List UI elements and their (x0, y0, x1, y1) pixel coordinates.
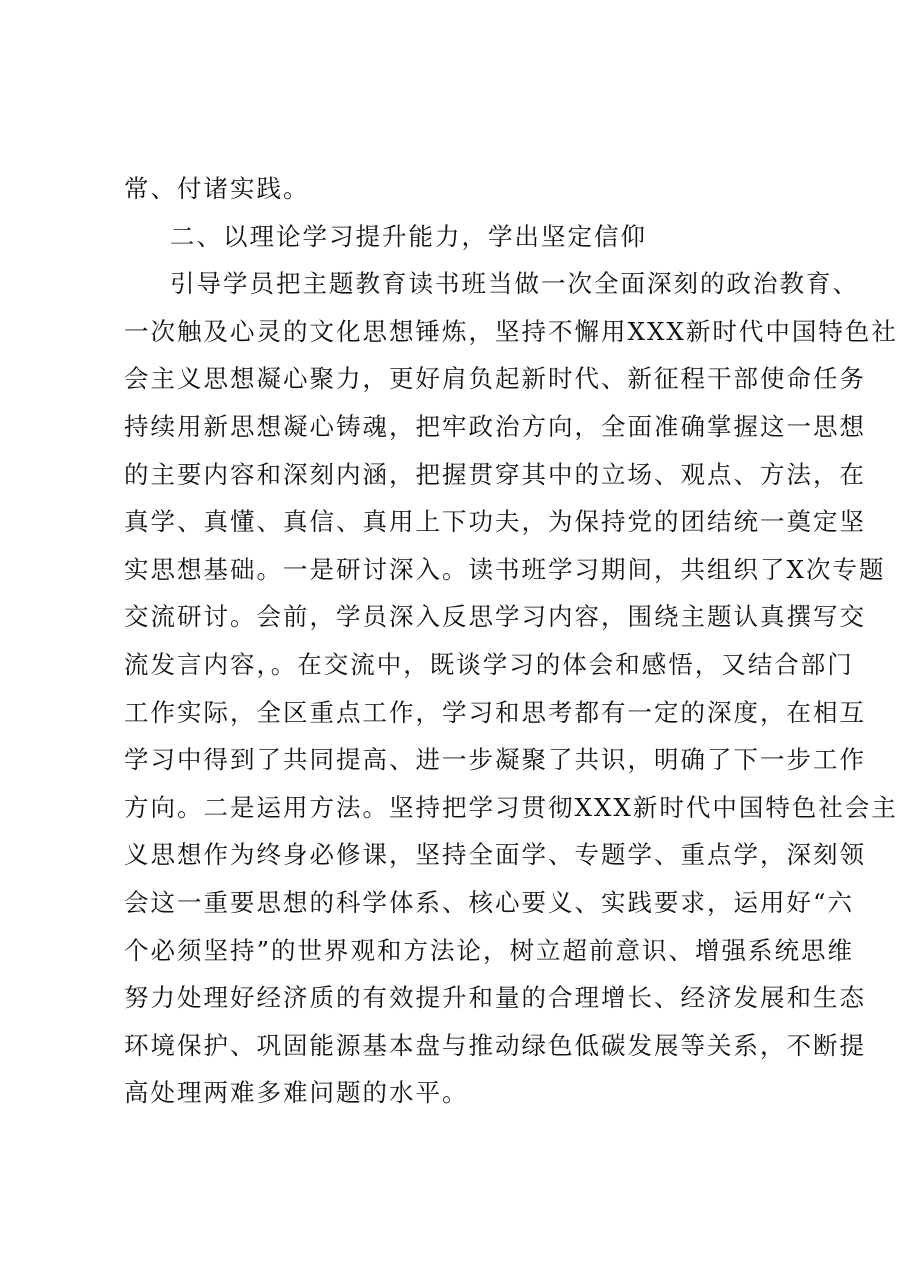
section-heading: 二、以理论学习提升能力，学出坚定信仰 (170, 221, 647, 251)
text-line: 个必须坚持”的世界观和方法论，树立超前意识、增强系统思维 (124, 935, 855, 965)
text-line: 学习中得到了共同提高、进一步凝聚了共识，明确了下一步工作 (124, 745, 866, 775)
text-line: 真学、真懂、真信、真用上下功夫，为保持党的团结统一奠定坚 (124, 507, 866, 537)
text-line: 交流研讨。会前，学员深入反思学习内容，围绕主题认真撰写交 (124, 602, 866, 632)
text-line: 环境保护、巩固能源基本盘与推动绿色低碳发展等关系，不断提 (124, 1030, 866, 1060)
text-line: 工作实际，全区重点工作，学习和思考都有一定的深度，在相互 (124, 697, 866, 727)
body-text (124, 165, 898, 1117)
text-line: 流发言内容，。在交流中，既谈学习的体会和感悟，又结合部门 (124, 649, 854, 679)
text-line: 义思想作为终身必修课，坚持全面学、专题学、重点学，深刻领 (124, 840, 866, 870)
text-line: 方向。二是运用方法。坚持把学习贯彻XXX新时代中国特色社会主 (124, 792, 898, 822)
text-line: 常、付诸实践。 (124, 174, 310, 203)
text-line: 会这一重要思想的科学体系、核心要义、实践要求，运用好“六 (124, 887, 855, 917)
text-line: 一次触及心灵的文化思想锤炼，坚持不懈用XXX新时代中国特色社 (124, 316, 898, 346)
text-line: 会主义思想凝心聚力，更好肩负起新时代、新征程干部使命任务 (124, 364, 866, 394)
text-line: 实思想基础。一是研讨深入。读书班学习期间，共组织了X次专题 (124, 554, 886, 584)
text-line: 持续用新思想凝心铸魂，把牢政治方向，全面准确掌握这一思想 (124, 411, 866, 441)
text-line: 的主要内容和深刻内涵，把握贯穿其中的立场、观点、方法，在 (124, 459, 866, 489)
text-line: 引导学员把主题教育读书班当做一次全面深刻的政治教育、 (170, 269, 859, 299)
text-line: 高处理两难多难问题的水平。 (124, 1078, 469, 1108)
text-line: 努力处理好经济质的有效提升和量的合理增长、经济发展和生态 (124, 983, 866, 1013)
